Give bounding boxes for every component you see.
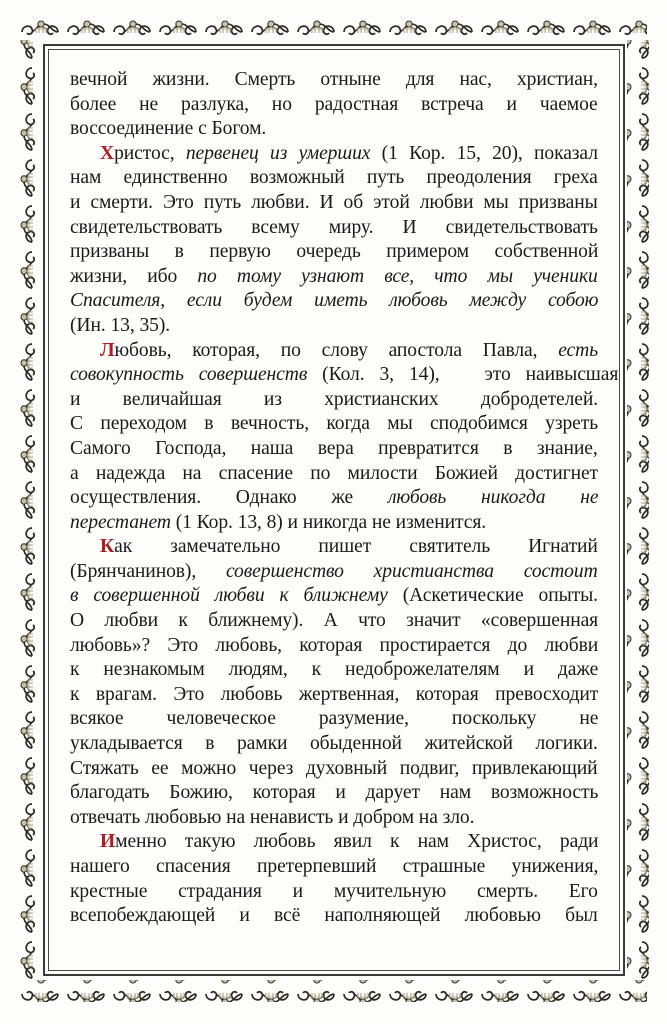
text-run: всякое человеческое разумение, поскольку не (70, 708, 599, 730)
text-line (70, 560, 598, 585)
paragraph (70, 830, 598, 928)
italic-quote: совершенство христианства состоит (225, 560, 598, 582)
text-run: (1 Кор. 15, 20), показал (370, 142, 598, 164)
text-run: (Аскетические опыты. (387, 585, 598, 607)
red-initial-letter: К (100, 536, 115, 558)
text-line (70, 855, 598, 880)
text-line (70, 658, 598, 683)
text-line (70, 462, 598, 487)
italic-quote: есть (558, 339, 599, 361)
italic-quote: любовь никогда не (387, 487, 599, 509)
text-line (70, 511, 598, 536)
text-line (70, 683, 598, 708)
text-run: вечной жизни. Смерть отныне для нас, христиан, (70, 69, 598, 90)
body-text (70, 68, 619, 929)
paragraph (70, 68, 598, 142)
text-line (70, 634, 598, 659)
text-run: нашего спасения претерпевший страшные унижения, (70, 856, 599, 877)
text-line (70, 781, 598, 806)
text-line (70, 166, 598, 191)
text-run: ристос, (114, 142, 186, 164)
text-line (70, 732, 598, 757)
text-run: (Брянчанинов), (70, 560, 226, 582)
text-run: и смерти. Это путь любви. И об этой любви мы призваны (70, 191, 598, 213)
text-line (70, 117, 598, 142)
italic-quote: перестанет (70, 511, 171, 533)
text-run: воссоединение с Богом. (70, 118, 267, 140)
red-initial-letter: Х (100, 142, 115, 164)
text-run: С переходом в вечность, когда мы сподобимся узреть (70, 413, 599, 435)
text-run: укладывается в рамки обыденной житейской логики. (70, 733, 598, 755)
italic-quote: первенец из умерших (185, 142, 371, 164)
text-run: юбовь, которая, по слову апостола Павла, (114, 339, 559, 361)
text-line (70, 388, 598, 413)
paragraph (70, 535, 598, 830)
red-initial-letter: Л (100, 339, 115, 361)
text-line (70, 806, 598, 831)
text-run: осуществления. Однако же (70, 487, 388, 509)
paragraph (70, 142, 598, 339)
text-line (70, 609, 598, 634)
paragraph (70, 339, 619, 536)
text-run: и величайшая из христианских добродетелей. (70, 388, 599, 410)
italic-quote: совокупность совершенств (70, 364, 308, 386)
text-line (70, 314, 598, 339)
text-run: к незнакомым людям, к недоброжелателям и даже (70, 659, 599, 681)
text-run: нам единственно возможный путь преодоления греха (70, 167, 598, 189)
text-line (70, 880, 598, 905)
italic-quote: по тому узнают все, что мы ученики (197, 265, 598, 287)
text-run: (1 Кор. 13, 8) и никогда не изменится. (170, 511, 487, 533)
text-line (70, 830, 598, 855)
italic-quote: в совершенной любви к ближнему (70, 585, 388, 607)
text-line (70, 265, 598, 290)
text-line (70, 535, 598, 560)
text-line (70, 584, 598, 609)
text-run: более не разлука, но радостная встреча и чаемое (70, 93, 598, 115)
text-run: крестные страдания и мучительную смерть. Его (70, 880, 598, 902)
text-line (70, 757, 598, 782)
text-run: всепобеждающей и всё наполняющей любовью был (70, 905, 598, 927)
text-line (70, 191, 598, 216)
text-run: О любви к ближнему). А что значит «совершенная (70, 610, 599, 632)
text-line (70, 486, 598, 511)
text-run: благодать Божию, которая и дарует нам возможность (70, 782, 599, 804)
text-line (70, 363, 619, 388)
text-run: а надежда на спасение по милости Божией достигнет (70, 462, 599, 484)
italic-quote: Спасителя, если будем иметь любовь между собою (70, 290, 599, 312)
text-run: (Кол. 3, 14), это наивысшая (307, 364, 619, 386)
text-run: любовь»? Это любовь, которая простирается до любви (70, 634, 599, 656)
text-line (70, 216, 598, 241)
red-initial-letter: И (100, 831, 116, 853)
text-run: менно такую любовь явил к нам Христос, ради (115, 831, 599, 853)
text-run: свидетельствовать всему миру. И свидетельствовать (70, 216, 598, 238)
text-run: отвечать любовью на ненависть и добром на зло. (70, 806, 475, 828)
text-line (70, 339, 598, 364)
text-line (70, 68, 598, 93)
text-run: к врагам. Это любовь жертвенная, которая превосходит (70, 683, 599, 705)
text-run: ак замечательно пишет святитель Игнатий (114, 536, 598, 558)
text-line (70, 142, 598, 167)
text-line (70, 412, 598, 437)
text-run: призваны в первую очередь примером собственной (70, 241, 599, 263)
text-line (70, 707, 598, 732)
text-run: (Ин. 13, 35). (70, 314, 171, 336)
text-line (70, 437, 598, 462)
text-run: Стяжать ее можно через духовный подвиг, привлекающий (70, 757, 598, 779)
text-line (70, 93, 598, 118)
text-run: жизни, ибо (70, 265, 198, 287)
text-line (70, 289, 598, 314)
text-run: Самого Господа, наша вера превратится в знание, (70, 437, 598, 459)
text-line (70, 240, 598, 265)
text-line (70, 904, 598, 929)
